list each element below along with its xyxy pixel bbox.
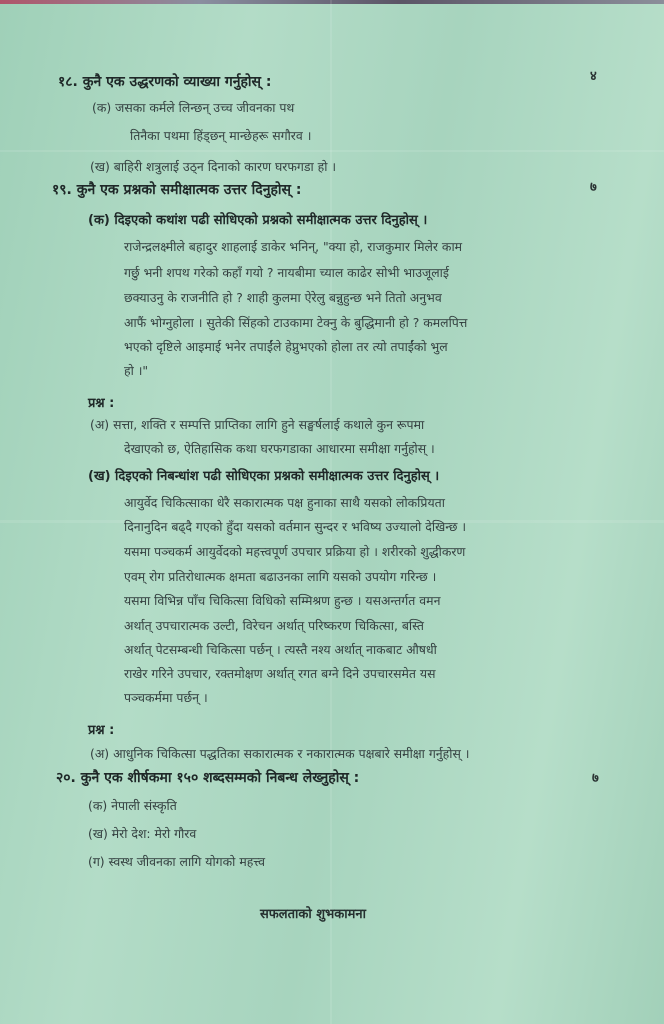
q20-option-kha: (ख) मेरो देश: मेरो गौरव	[88, 826, 197, 841]
q18-marks: ४	[590, 69, 597, 84]
passage-line: एवम् रोग प्रतिरोधात्मक क्षमता बढाउनका लागि यसको उपयोग गरिन्छ ।	[124, 569, 437, 584]
passage-line: दिनानुदिन बढ्दै गएको हुँदा यसको वर्तमान सुन्दर र भविष्य उज्यालो देखिन्छ ।	[124, 519, 467, 534]
q18-option-ka-line2: तिनैका पथमा हिंड्छन् मान्छेहरू सगौरव ।	[130, 128, 312, 143]
q20-option-ka: (क) नेपाली संस्कृति	[88, 798, 177, 813]
q18-option-ka-line1: (क) जसका कर्मले लिन्छन् उच्च जीवनका पथ	[92, 100, 295, 115]
q20-marks: ७	[592, 771, 599, 786]
q19-kha-heading: (ख) दिइएको निबन्धांश पढी सोधिएका प्रश्नको समीक्षात्मक उत्तर दिनुहोस् ।	[88, 469, 440, 484]
q19-ka-question-line2: देखाएको छ, ऐतिहासिक कथा घरफगडाका आधारमा समीक्षा गर्नुहोस् ।	[124, 441, 435, 456]
q20-title: २०. कुनै एक शीर्षकमा १५० शब्दसम्मको निबन्ध लेख्नुहोस् :	[56, 770, 360, 786]
q19-ka-question-line1: (अ) सत्ता, शक्ति र सम्पत्ति प्राप्तिका लागि हुने सङ्घर्षलाई कथाले कुन रूपमा	[90, 417, 425, 432]
q18-option-kha: (ख) बाहिरी शत्रुलाई उठ्न दिनाको कारण घरफगडा हो ।	[90, 159, 337, 174]
paper-crease	[330, 0, 332, 1024]
paper-top-edge	[0, 0, 664, 4]
passage-line: आयुर्वेद चिकित्साका धेरै सकारात्मक पक्ष हुनाका साथै यसको लोकप्रियता	[124, 495, 445, 510]
passage-line: छक्याउनु के राजनीति हो ? शाही कुलमा ऐरेलु बन्नुहुन्छ भने तितो अनुभव	[124, 290, 442, 305]
good-luck-footer: सफलताको शुभकामना	[260, 907, 366, 922]
passage-line: अर्थात् उपचारात्मक उल्टी, विरेचन अर्थात् परिष्करण चिकित्सा, बस्ति	[124, 618, 424, 633]
q19-prashna-label-2: प्रश्न :	[88, 723, 115, 738]
passage-line: यसमा विभिन्न पाँच चिकित्सा विधिको सम्मिश्रण हुन्छ । यसअन्तर्गत वमन	[124, 593, 441, 608]
passage-line: यसमा पञ्चकर्म आयुर्वेदको महत्त्वपूर्ण उपचार प्रक्रिया हो । शरीरको शुद्धीकरण	[124, 544, 466, 559]
q18-title: १८. कुनै एक उद्धरणको व्याख्या गर्नुहोस् :	[58, 74, 272, 90]
q19-prashna-label: प्रश्न :	[88, 396, 115, 411]
q19-marks: ७	[590, 180, 597, 195]
passage-line: गर्छु भनी शपथ गरेको कहाँ गयो ? नायबीमा च्याल काढेर सोभी भाउजूलाई	[124, 265, 449, 280]
q20-option-ga: (ग) स्वस्थ जीवनका लागि योगको महत्त्व	[88, 854, 265, 869]
passage-line: अर्थात् पेटसम्बन्धी चिकित्सा पर्छन् । त्यस्तै नश्य अर्थात् नाकबाट औषधी	[124, 642, 437, 657]
paper-crease	[0, 150, 664, 152]
passage-line: राजेन्द्रलक्ष्मीले बहादुर शाहलाई डाकेर भनिन्, "क्या हो, राजकुमार मिलेर काम	[124, 239, 463, 254]
passage-line: पञ्चकर्ममा पर्छन् ।	[124, 690, 208, 705]
q19-title: १९. कुनै एक प्रश्नको समीक्षात्मक उत्तर दिनुहोस् :	[52, 182, 302, 198]
passage-line: हो ।"	[124, 363, 149, 378]
q19-ka-heading: (क) दिइएको कथांश पढी सोधिएको प्रश्नको समीक्षात्मक उत्तर दिनुहोस् ।	[88, 213, 428, 228]
passage-line: राखेर गरिने उपचार, रक्तमोक्षण अर्थात् रगत बग्ने दिने उपचारसमेत यस	[124, 666, 436, 681]
passage-line: भएको दृष्टिले आइमाई भनेर तपाईंले हेप्नुभएको होला तर त्यो तपाईंको भुल	[124, 339, 448, 354]
q19-kha-question: (अ) आधुनिक चिकित्सा पद्धतिका सकारात्मक र नकारात्मक पक्षबारे समीक्षा गर्नुहोस् ।	[90, 746, 470, 761]
passage-line: आफैं भोग्नुहोला । सुतेकी सिंहको टाउकामा टेक्नु के बुद्धिमानी हो ? कमलपित्त	[124, 315, 468, 330]
